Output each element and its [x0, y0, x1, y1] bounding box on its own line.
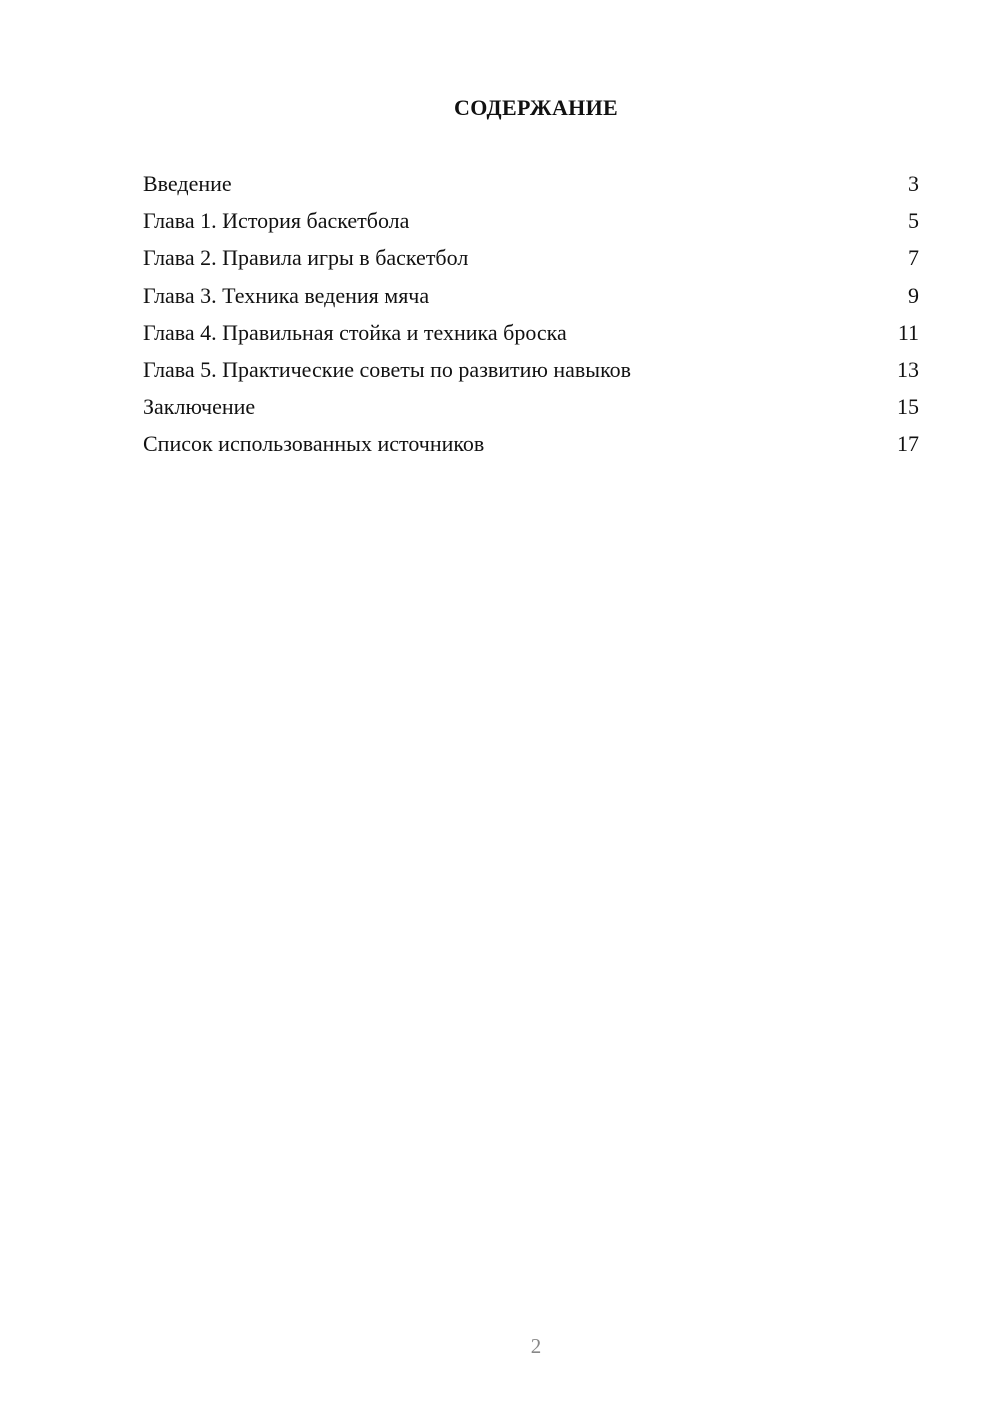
toc-entry-chapter-5 [143, 355, 919, 392]
toc-entry-page: 5 [908, 208, 919, 234]
toc-entry-page: 3 [908, 171, 919, 196]
toc-entry-label: Список использованных источников [143, 431, 485, 457]
toc-list [143, 169, 919, 467]
toc-entry-page: 7 [908, 245, 919, 271]
page-number: 2 [530, 1334, 542, 1358]
toc-entry-label: Введение [143, 171, 232, 196]
toc-entry-page: 15 [897, 394, 919, 420]
toc-entry-page: 13 [897, 356, 919, 382]
toc-entry-label: Глава 2. Правила игры в баскетбол [143, 245, 469, 271]
toc-entry-references [143, 429, 919, 466]
toc-title: СОДЕРЖАНИЕ [454, 95, 618, 120]
toc-entry-chapter-4 [143, 318, 919, 355]
toc-entry-label: Заключение [143, 394, 256, 420]
toc-entry-page: 17 [897, 431, 919, 457]
toc-entry-introduction [143, 169, 919, 206]
toc-entry-chapter-2 [143, 243, 919, 280]
toc-entry-chapter-1 [143, 206, 919, 243]
toc-entry-page: 11 [897, 319, 919, 345]
toc-entry-label: Глава 3. Техника ведения мяча [143, 282, 430, 308]
toc-entry-label: Глава 5. Практические советы по развитию навыков [143, 356, 632, 382]
toc-entry-page: 9 [908, 282, 919, 308]
toc-entry-label: Глава 4. Правильная стойка и техника броска [143, 319, 567, 345]
toc-entry-label: Глава 1. История баскетбола [143, 208, 410, 234]
toc-entry-chapter-3 [143, 281, 919, 318]
toc-entry-conclusion [143, 392, 919, 429]
